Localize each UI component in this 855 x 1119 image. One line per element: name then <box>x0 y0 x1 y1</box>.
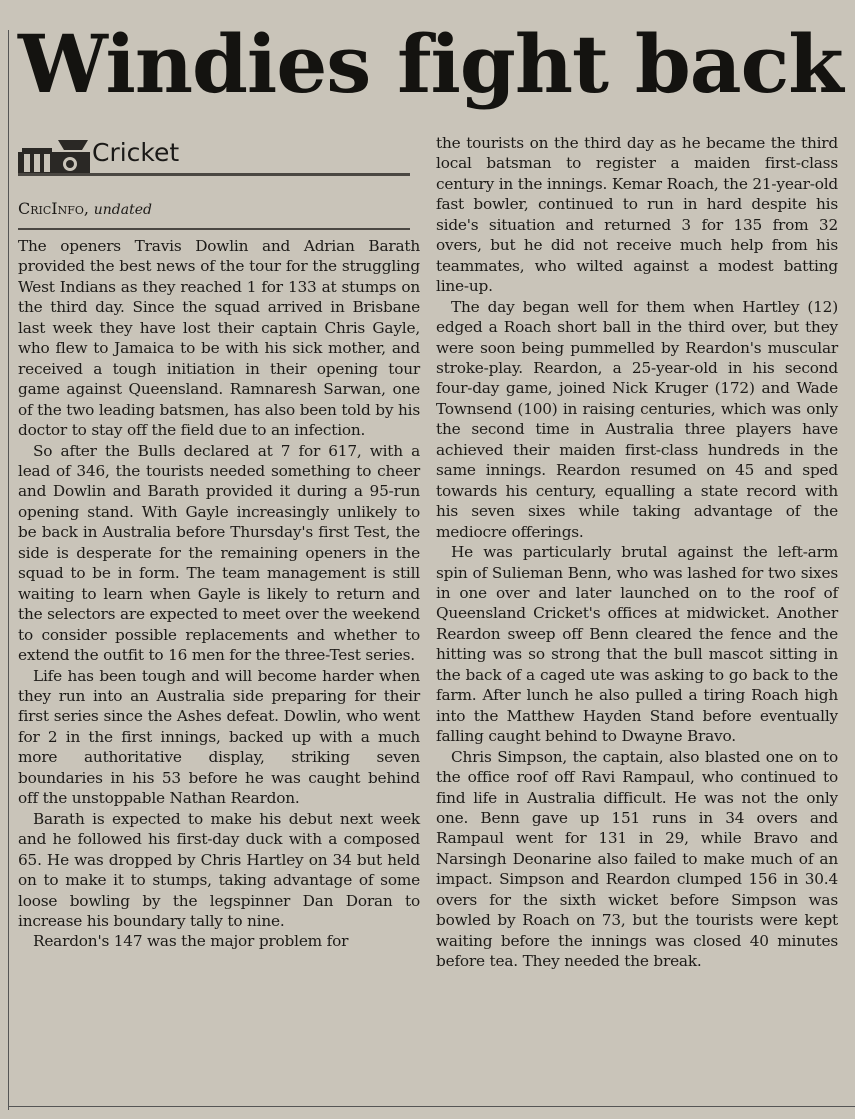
byline <box>18 196 410 222</box>
paragraph: The openers Travis Dowlin and Adrian Barath provided the best news of the tour for the struggling West Indians as they reached 1 for 133 at stumps on the third day. Since the squad arrived in Brisbane last week they have lost their captain Chris Gayle, who flew to Jamaica to be with his sick mother, and received a tough initiation in their opening tour game against Queensland. Ramnaresh Sarwan, one of the two leading batsmen, has also been told by his doctor to stay off the field due to an infection. <box>18 237 420 440</box>
paragraph: So after the Bulls declared at 7 for 617, with a lead of 346, the tourists needed something to cheer and Dowlin and Barath provided it during a 95-run opening stand. With Gayle increasingly unlikely to be back in Australia before Thursday's first Test, the side is desperate for the remaining openers in the squad to be in form. The team management is still waiting to learn when Gayle is likely to return and the selectors are expected to meet over the weekend to consider possible replacements and whether to extend the outfit to 16 men for the three-Test series. <box>18 441 420 665</box>
column-divider-left <box>8 30 9 1110</box>
section-header <box>18 132 410 178</box>
article-column-left <box>18 236 420 952</box>
byline-source: CricInfo, <box>18 199 89 218</box>
byline-rule <box>18 228 410 230</box>
cricket-logo-icon <box>18 136 90 176</box>
paragraph: Barath is expected to make his debut next week and he followed his first-day duck with a composed 65. He was dropped by Chris Hartley on 34 but held on to make it to stumps, taking advantage of some loose bowling by the legspinner Dan Doran to increase his boundary tally to nine. <box>18 809 420 930</box>
paragraph: He was particularly brutal against the left-arm spin of Sulieman Benn, who was lashed for two sixes in one over and later launched on to the roof of Queensland Cricket's offices at midwicket. Another Reardon sweep off Benn cleared the fence and the hitting was so strong that the bull mascot sitting in the back of a caged ute was asking to go back to the farm. After lunch he also pulled a tiring Roach high into the Matthew Hayden Stand before eventually falling caught behind to Dwayne Bravo. <box>436 543 838 746</box>
section-label: Cricket <box>92 138 180 167</box>
article-column-right <box>436 133 838 972</box>
byline-date: undated <box>93 202 152 218</box>
section-rule <box>18 173 410 176</box>
paragraph: Reardon's 147 was the major problem for <box>33 932 349 951</box>
paragraph: Life has been tough and will become harder when they run into an Australia side preparing for their first series since the Ashes defeat. Dowlin, who went for 2 in the first innings, backed up with a much more authoritative display, striking seven boundaries in his 53 before he was caught behind off the unstoppable Nathan Reardon. <box>18 666 420 808</box>
paragraph: the tourists on the third day as he became the third local batsman to register a maiden first-class century in the innings. Kemar Roach, the 21-year-old fast bowler, continued to run in hard despite his side's situation and returned 3 for 135 from 32 overs, but he did not receive much help from his teammates, who wilted against a modest batting line-up. <box>436 134 838 296</box>
headline: Windies fight back <box>18 17 843 111</box>
paragraph: Chris Simpson, the captain, also blasted one on to the office roof off Ravi Rampaul, who continued to find life in Australia difficult. He was not the only one. Benn gave up 151 runs in 34 overs and Rampaul went for 131 in 29, while Bravo and Narsingh Deonarine also failed to make much of an impact. Simpson and Reardon clumped 156 in 30.4 overs for the sixth wicket before Simpson was bowled by Roach on 73, but the tourists were kept waiting before the innings was closed 40 minutes before tea. They needed the break. <box>436 747 838 971</box>
paragraph: The day began well for them when Hartley (12) edged a Roach short ball in the third over, but they were soon being pummelled by Reardon's muscular stroke-play. Reardon, a 25-year-old in his second four-day game, joined Nick Kruger (172) and Wade Townsend (100) in raising centuries, which was only the second time in Australia three players have achieved their maiden first-class hundreds in the same innings. Reardon resumed on 45 and sped towards his century, equalling a state record with his seven sixes while taking advantage of the mediocre offerings. <box>436 297 838 541</box>
bottom-rule <box>8 1106 855 1107</box>
